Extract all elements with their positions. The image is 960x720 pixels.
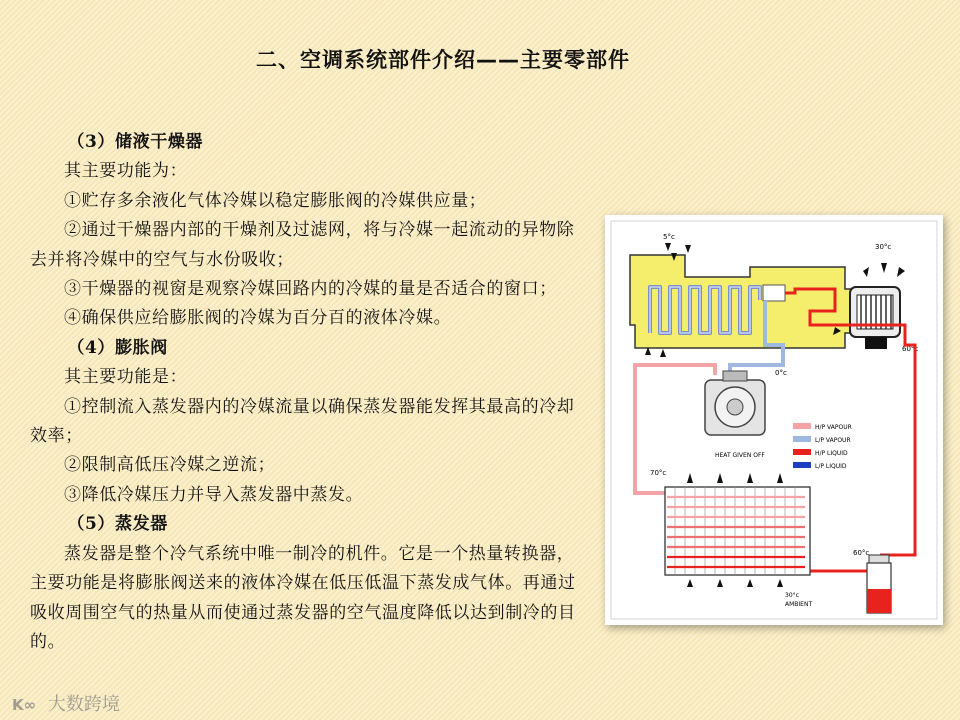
section-4-title: （4）膨胀阀: [67, 337, 168, 358]
watermark-text: 大数跨境: [47, 694, 120, 715]
hp-liquid-line-lower: [810, 565, 873, 571]
receiver-drier: [867, 555, 891, 613]
heat-given-off-label: HEAT GIVEN OFF: [715, 452, 765, 459]
expansion-valve: [763, 285, 785, 301]
temp-top-left: 5°c: [663, 233, 675, 241]
section-3-intro: 其主要功能为：: [64, 161, 188, 182]
hp-vapour-line: [635, 365, 715, 493]
section-5-title: （5）蒸发器: [67, 514, 168, 535]
temp-left: 70°c: [650, 469, 667, 477]
ac-system-diagram: [605, 215, 943, 625]
section-4-point-3: ③降低冷媒压力并导入蒸发器中蒸发。: [64, 484, 364, 505]
compressor: [705, 371, 765, 435]
blower-fan: [850, 287, 900, 349]
legend-swatch-hp-vapour: [793, 423, 811, 429]
section-5-body: 蒸发器是整个冷气系统中唯一制冷的机件。它是一个热量转换器，主要功能是将膨胀阀送来的液体冷媒在低压低温下蒸发成气体。再通过吸收周围空气的热量从而使通过蒸发器的空气温度降低以达到制冷的目的。: [30, 543, 576, 652]
section-3-point-1: ①贮存多余液化气体冷媒以稳定膨胀阀的冷媒供应量；: [64, 190, 487, 211]
section-3-point-3: ③干燥器的视窗是观察冷媒回路内的冷媒的量是否适合的窗口；: [64, 279, 557, 300]
legend-hp-liquid: H/P LIQUID: [815, 450, 848, 457]
watermark: [12, 690, 120, 716]
temp-lower-right: 60°c: [853, 549, 870, 557]
section-3-point-2: ②通过干燥器内部的干燥剂及过滤网，将与冷媒一起流动的异物除去并将冷媒中的空气与水份吸收；: [30, 220, 575, 270]
watermark-logo-icon: K∞: [12, 696, 37, 714]
legend-lp-liquid: L/P LIQUID: [815, 463, 847, 470]
hp-liquid-line-right: [845, 325, 915, 555]
legend-lp-vapour: L/P VAPOUR: [815, 437, 851, 444]
section-4-intro: 其主要功能是：: [64, 367, 188, 388]
legend-swatch-lp-vapour: [793, 436, 811, 442]
ambient-label: AMBIENT: [785, 601, 813, 608]
slide-title: 二、空调系统部件介绍——主要零部件: [256, 48, 630, 72]
legend-hp-vapour: H/P VAPOUR: [815, 424, 852, 431]
temp-top-right: 30°c: [875, 243, 892, 251]
section-4-point-2: ②限制高低压冷媒之逆流；: [64, 455, 276, 476]
legend-swatch-lp-liquid: [793, 462, 811, 468]
condenser: [665, 487, 810, 575]
temp-right: 60°c: [902, 345, 919, 353]
temp-mid: 0°c: [775, 369, 787, 377]
section-3-title: （3）储液干燥器: [67, 132, 204, 152]
ambient-temp: 30°c: [785, 592, 799, 599]
section-4-point-1: ①控制流入蒸发器内的冷媒流量以确保蒸发器能发挥其最高的冷却效率；: [30, 396, 575, 447]
body-text: [30, 128, 585, 657]
section-3-point-4: ④确保供应给膨胀阀的冷媒为百分百的液体冷媒。: [64, 308, 452, 329]
legend-swatch-hp-liquid: [793, 449, 811, 455]
legend: [793, 423, 852, 470]
